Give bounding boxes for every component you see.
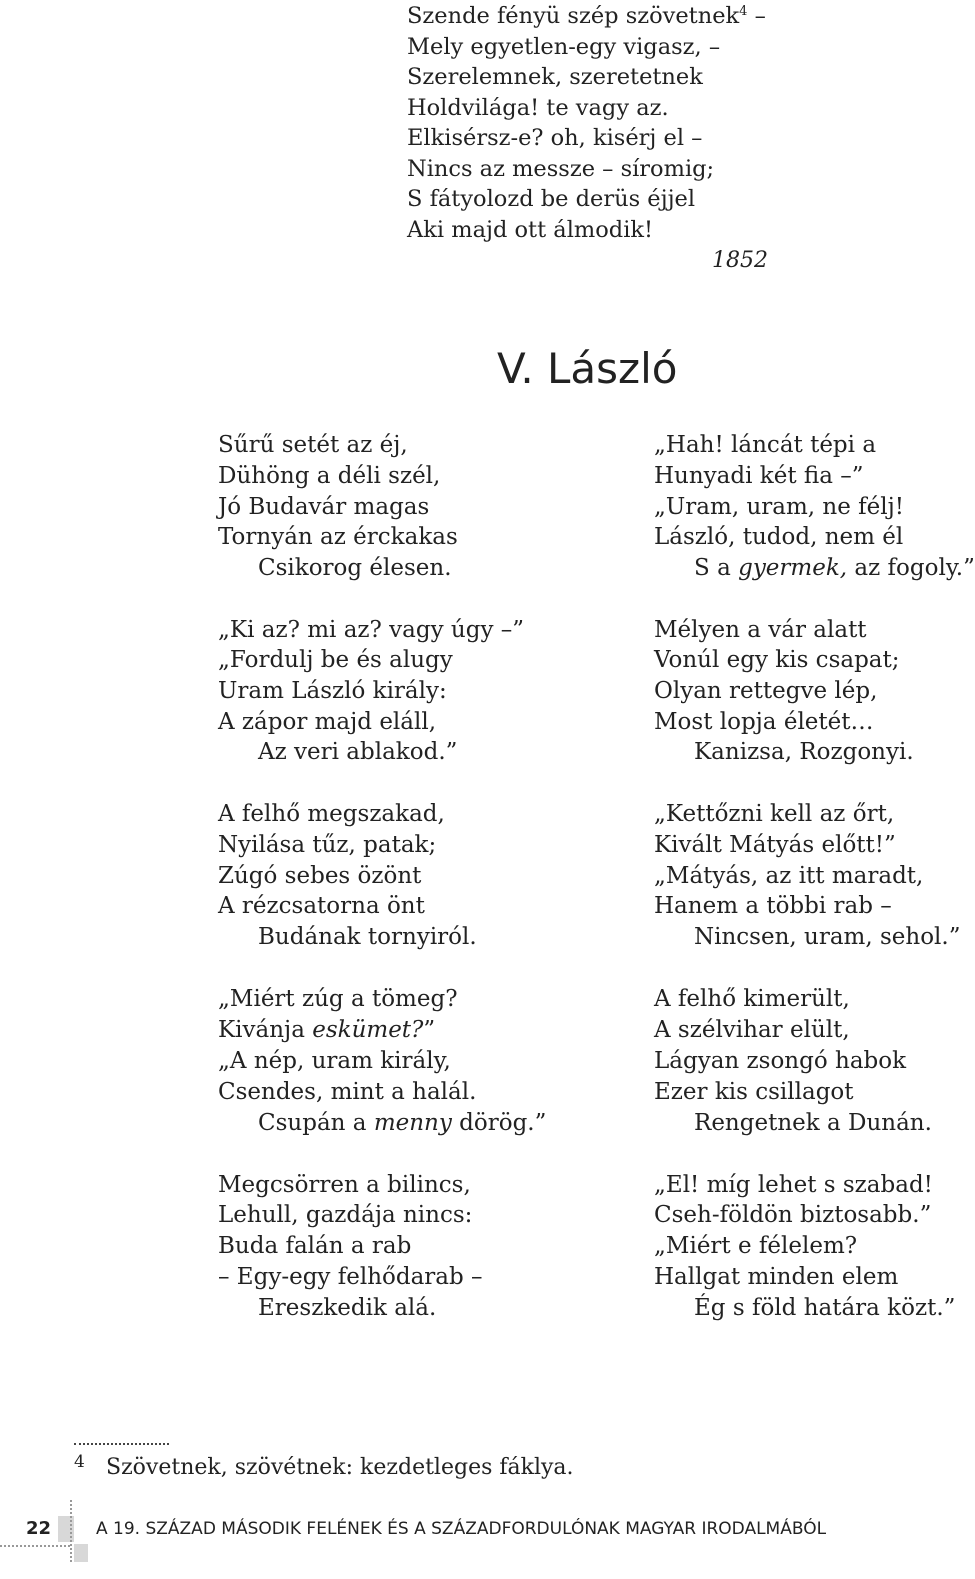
poem-line: Lehull, gazdája nincs: [218, 1202, 473, 1228]
poem-line: „El! míg lehet s szabad! [654, 1172, 933, 1198]
poem-line: „Uram, uram, ne félj! [654, 494, 904, 520]
poem-line: Kivált Mátyás előtt!” [654, 832, 896, 858]
page-footer [0, 1500, 960, 1579]
poem-line: „Miért e félelem? [654, 1233, 858, 1259]
poem-line: Nincsen, uram, sehol.” [694, 924, 961, 950]
poem-line: A zápor majd eláll, [218, 709, 437, 735]
footnote-text: Szövetnek, szövétnek: kezdetleges fáklya. [106, 1455, 574, 1480]
poem-line: A felhő megszakad, [218, 801, 445, 827]
poem-line: Buda falán a rab [218, 1233, 412, 1259]
poem-line: László, tudod, nem él [654, 524, 904, 550]
poem-line: Sűrű setét az éj, [218, 432, 408, 458]
poem-line: Budának tornyiról. [258, 924, 477, 950]
poem-line: Hallgat minden elem [654, 1264, 899, 1290]
italic-word: gyermek, [738, 555, 848, 581]
poem-line: Csikorog élesen. [258, 555, 452, 581]
poem-line: Uram László király: [218, 678, 447, 704]
italic-word: eskümet? [312, 1017, 424, 1043]
poem-line: – Egy-egy felhődarab – [218, 1264, 483, 1290]
footnote-ref: 4 [739, 4, 748, 19]
poem-line: Az veri ablakod.” [258, 739, 458, 765]
poem-line: „Miért zúg a tömeg? [218, 986, 458, 1012]
running-title: A 19. SZÁZAD MÁSODIK FELÉNEK ÉS A SZÁZADFORDULÓNAK MAGYAR IRODALMÁBÓL [96, 1519, 827, 1539]
poem-line: Hanem a többi rab – [654, 893, 892, 919]
poem-line: S fátyolozd be derüs éjjel [407, 186, 696, 212]
footnote-number: 4 [74, 1452, 85, 1472]
poem-line: Csendes, mint a halál. [218, 1079, 477, 1105]
poem-title: V. László [497, 344, 678, 393]
poem-line: Cseh-földön biztosabb.” [654, 1202, 932, 1228]
poem-line: Szerelemnek, szeretetnek [407, 64, 703, 90]
footnote-separator [74, 1443, 169, 1445]
poem-line: A felhő kimerült, [654, 986, 850, 1012]
poem-line: Kanizsa, Rozgonyi. [694, 739, 914, 765]
poem-line: Dühöng a déli szél, [218, 463, 441, 489]
poem-line: „Hah! láncát tépi a [654, 432, 877, 458]
poem-line: Lágyan zsongó habok [654, 1048, 907, 1074]
poem-line: Ereszkedik alá. [258, 1295, 437, 1321]
poem-line: Nyilása tűz, patak; [218, 832, 437, 858]
poem-line: Hunyadi két fia –” [654, 463, 864, 489]
poem-line: Ezer kis csillagot [654, 1079, 854, 1105]
footer-divider [0, 1545, 70, 1547]
poem-line: „Mátyás, az itt maradt, [654, 863, 924, 889]
poem-line: „Kettőzni kell az őrt, [654, 801, 895, 827]
poem-line: Mely egyetlen-egy vigasz, – [407, 34, 721, 60]
poem-year: 1852 [712, 248, 768, 273]
poem-line: Vonúl egy kis csapat; [654, 647, 900, 673]
poem-line: „A nép, uram király, [218, 1048, 451, 1074]
poem-line: Szende fényü szép szövetnek$^4$ – [407, 3, 766, 29]
italic-word: menny [373, 1110, 452, 1136]
footer-decoration [74, 1544, 88, 1562]
poem-line: Elkisérsz-e? oh, kisérj el – [407, 125, 703, 151]
poem-line: „Fordulj be és alugy [218, 647, 453, 673]
poem-line: Zúgó sebes özönt [218, 863, 422, 889]
poem-line: Nincs az messze – síromig; [407, 156, 715, 182]
poem-line: „Ki az? mi az? vagy úgy –” [218, 617, 525, 643]
poem-line: Kivánja eskümet?” [218, 1017, 436, 1043]
poem-line: Holdvilága! te vagy az. [407, 95, 669, 121]
footer-divider [70, 1500, 72, 1562]
poem-line: Mélyen a vár alatt [654, 617, 867, 643]
poem-line: Aki majd ott álmodik! [407, 217, 654, 243]
poem-line: Jó Budavár magas [218, 494, 430, 520]
poem-line: Ég s föld határa közt.” [694, 1295, 956, 1321]
poem-line: Rengetnek a Dunán. [694, 1110, 932, 1136]
poem-line: S a gyermek, az fogoly.” [694, 555, 975, 581]
poem-line: A rézcsatorna önt [218, 893, 425, 919]
poem-line: A szélvihar elült, [654, 1017, 850, 1043]
poem-line: Tornyán az érckakas [218, 524, 458, 550]
poem-line: Olyan rettegve lép, [654, 678, 878, 704]
poem-line: Most lopja életét… [654, 709, 874, 735]
poem-line: Megcsörren a bilincs, [218, 1172, 471, 1198]
poem-line: Csupán a menny dörög.” [258, 1110, 547, 1136]
page-number: 22 [26, 1518, 52, 1539]
